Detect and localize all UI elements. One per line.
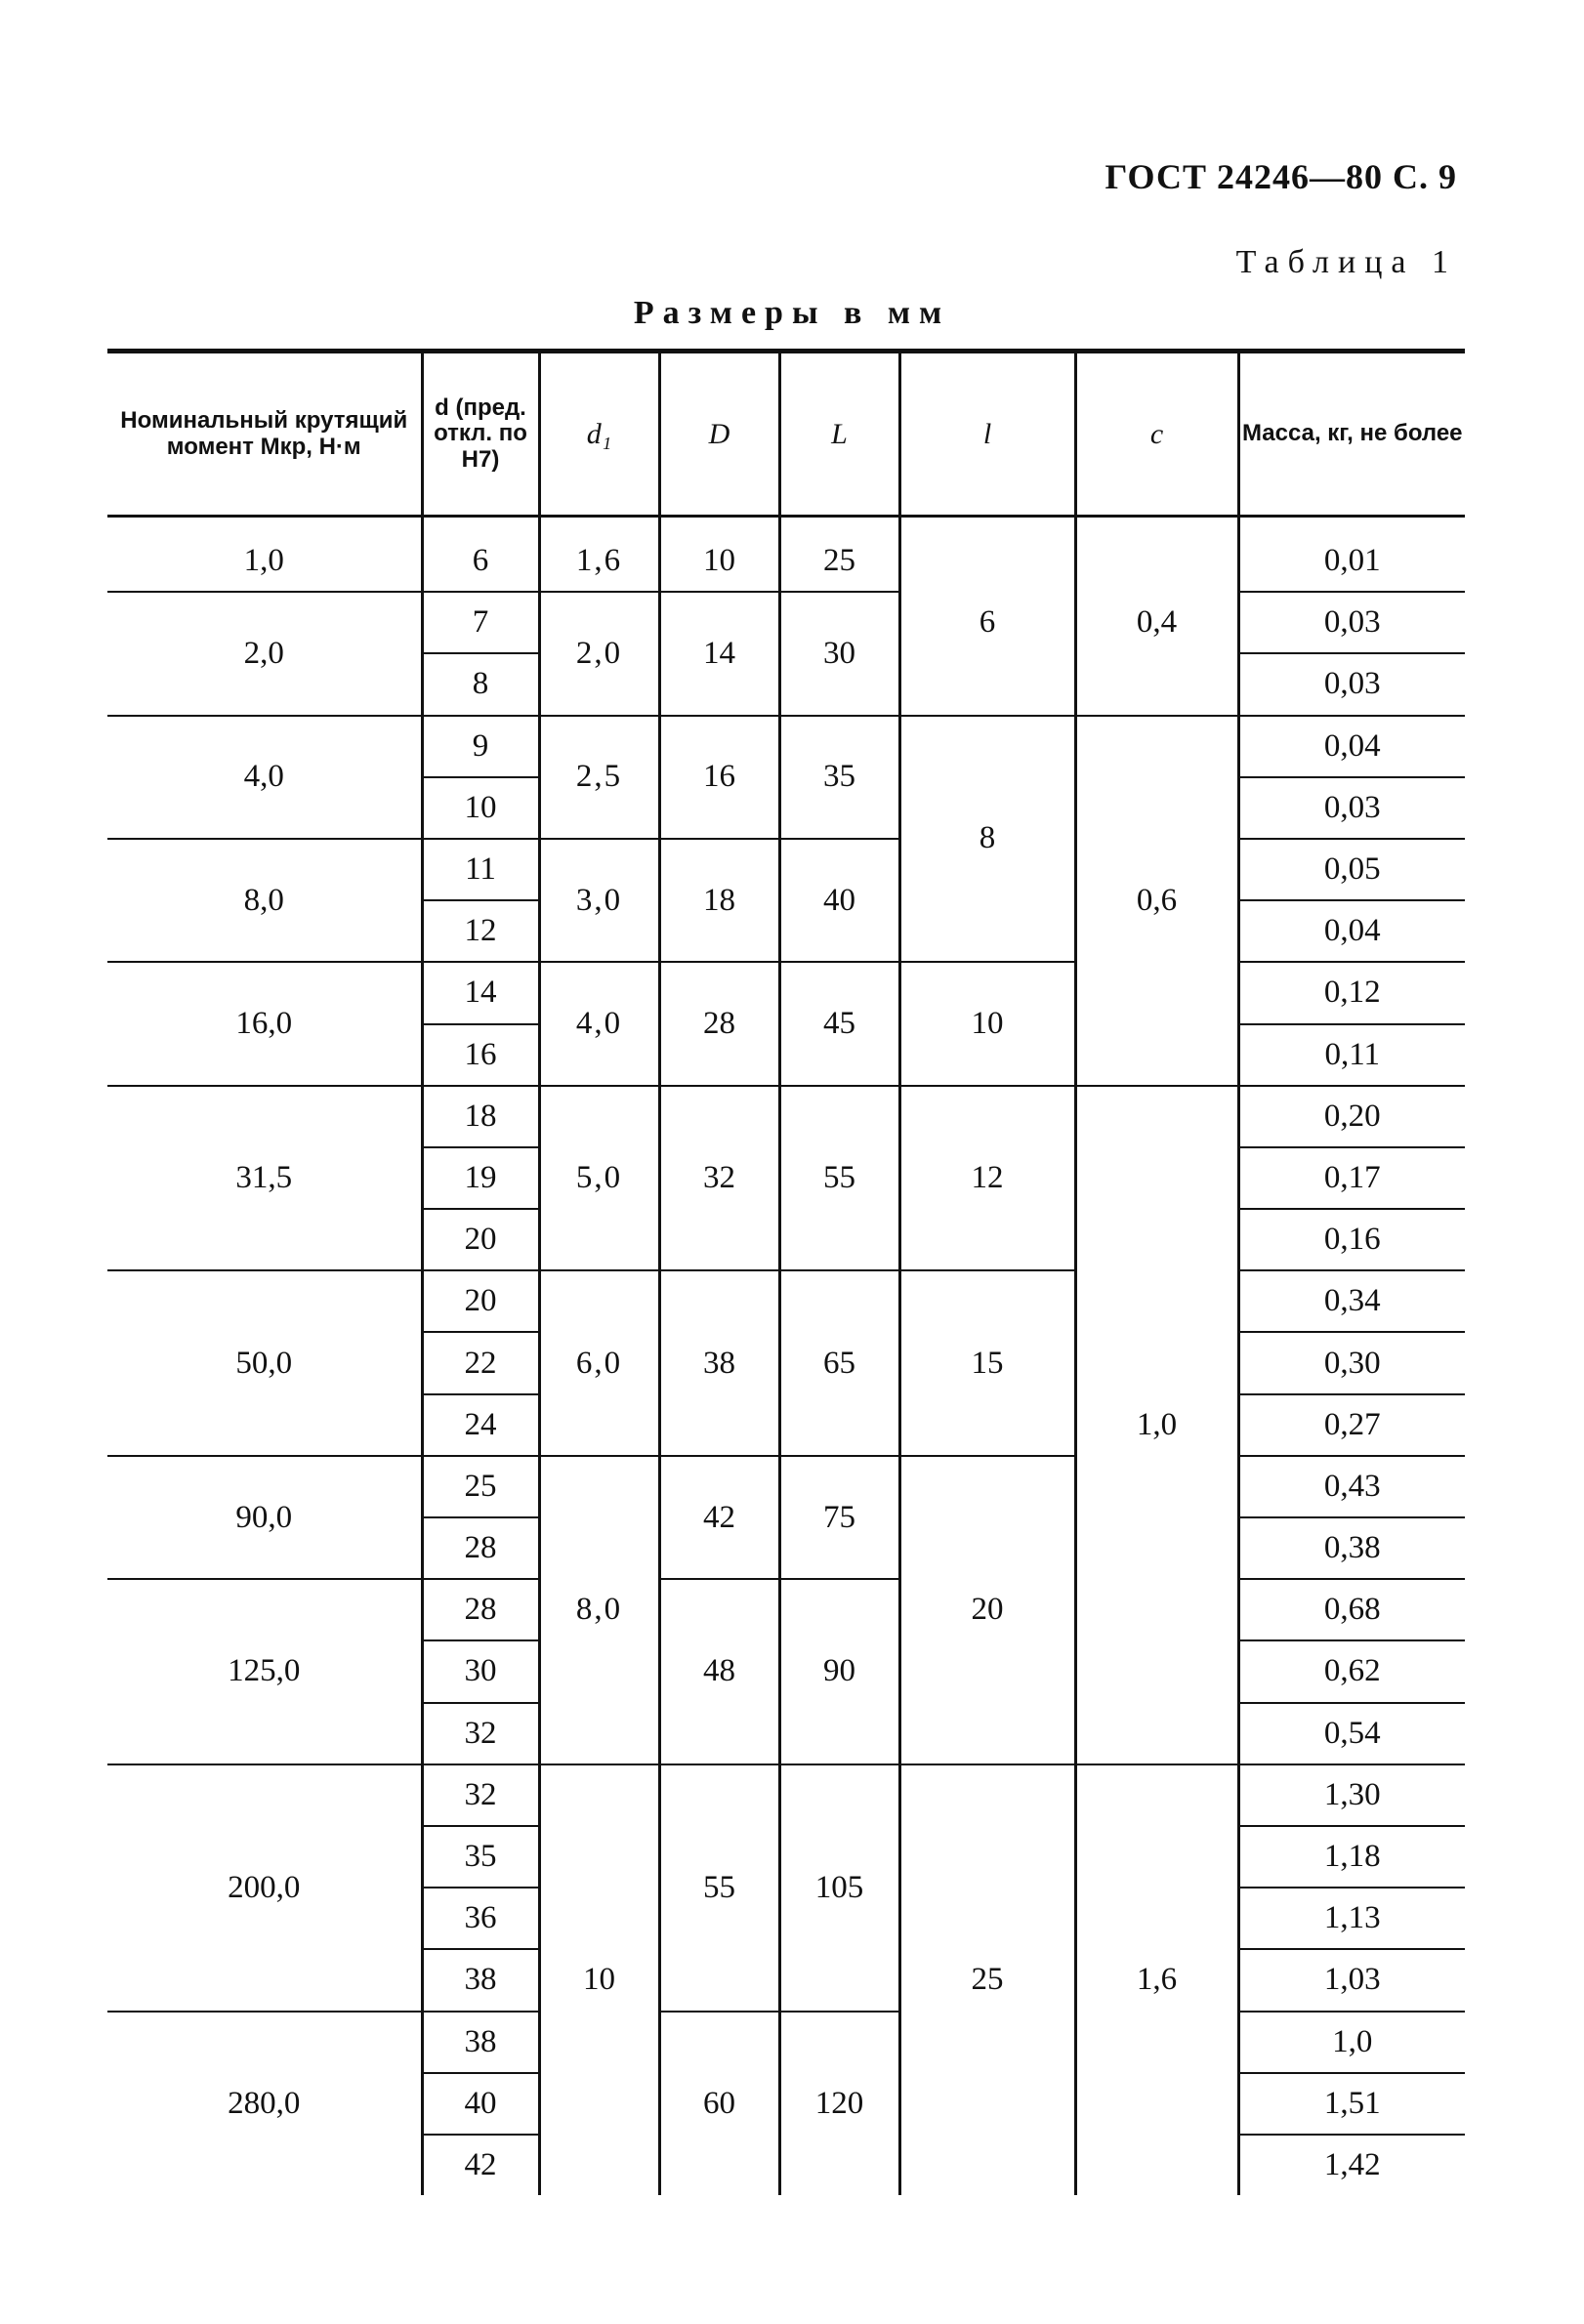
table-row [107, 1456, 1465, 1517]
c-cell: 1,0 [1075, 1086, 1238, 1764]
mass-cell: 0,27 [1238, 1394, 1465, 1456]
mass-cell: 0,43 [1238, 1456, 1465, 1517]
d-cell: 20 [422, 1209, 539, 1270]
D-cell: 60 [659, 2012, 779, 2196]
d1-cell: 8,0 [539, 1456, 659, 1764]
torque-cell: 1,0 [107, 531, 422, 592]
torque-cell: 280,0 [107, 2012, 422, 2196]
table-row [107, 1270, 1465, 1332]
mass-cell: 0,68 [1238, 1579, 1465, 1640]
D-cell: 38 [659, 1270, 779, 1456]
mass-cell: 0,04 [1238, 900, 1465, 962]
torque-cell: 90,0 [107, 1456, 422, 1579]
d-cell: 38 [422, 1949, 539, 2011]
d-cell: 16 [422, 1024, 539, 1086]
table-row [107, 1764, 1465, 1826]
d-cell: 8 [422, 653, 539, 715]
col-header-mass: Масса, кг, не более [1238, 352, 1465, 517]
d1-cell: 3,0 [539, 839, 659, 962]
c-cell: 1,6 [1075, 1764, 1238, 2195]
d-cell: 9 [422, 716, 539, 777]
table-gap-row [107, 517, 1465, 532]
d1-cell: 2,5 [539, 716, 659, 839]
d1-cell: 10 [539, 1764, 659, 2195]
L-cell: 45 [779, 962, 899, 1085]
torque-cell: 2,0 [107, 592, 422, 715]
mass-cell: 1,13 [1238, 1888, 1465, 1949]
table-row [107, 1086, 1465, 1147]
mass-cell: 0,12 [1238, 962, 1465, 1023]
col-header-d: d (пред. откл. по Н7) [422, 352, 539, 517]
l-cell: 15 [899, 1270, 1075, 1456]
D-cell: 32 [659, 1086, 779, 1271]
d-cell: 7 [422, 592, 539, 653]
torque-cell: 31,5 [107, 1086, 422, 1271]
mass-cell: 0,05 [1238, 839, 1465, 900]
D-cell: 55 [659, 1764, 779, 2012]
mass-cell: 0,62 [1238, 1640, 1465, 1702]
mass-cell: 1,42 [1238, 2135, 1465, 2195]
table-row [107, 1579, 1465, 1640]
table-row [107, 716, 1465, 777]
d-cell: 36 [422, 1888, 539, 1949]
mass-cell: 1,03 [1238, 1949, 1465, 2011]
d-cell: 24 [422, 1394, 539, 1456]
d-cell: 6 [422, 531, 539, 592]
D-cell: 48 [659, 1579, 779, 1764]
d1-cell: 4,0 [539, 962, 659, 1085]
col-header-torque: Номинальный крутящий момент Mкр, Н·м [107, 352, 422, 517]
d1-cell: 6,0 [539, 1270, 659, 1456]
table-row [107, 2012, 1465, 2073]
L-cell: 30 [779, 592, 899, 715]
d-cell: 25 [422, 1456, 539, 1517]
d-cell: 38 [422, 2012, 539, 2073]
L-cell: 120 [779, 2012, 899, 2196]
d-cell: 40 [422, 2073, 539, 2135]
d-cell: 12 [422, 900, 539, 962]
d1-cell: 2,0 [539, 592, 659, 715]
c-cell: 0,6 [1075, 716, 1238, 1086]
col-header-l: l [899, 352, 1075, 517]
d-cell: 14 [422, 962, 539, 1023]
L-cell: 55 [779, 1086, 899, 1271]
mass-cell: 0,03 [1238, 592, 1465, 653]
D-cell: 14 [659, 592, 779, 715]
L-cell: 25 [779, 531, 899, 592]
d-cell: 18 [422, 1086, 539, 1147]
mass-cell: 0,03 [1238, 777, 1465, 839]
table-row [107, 592, 1465, 653]
D-cell: 16 [659, 716, 779, 839]
d1-cell: 5,0 [539, 1086, 659, 1271]
mass-cell: 0,03 [1238, 653, 1465, 715]
dimensions-table-wrap [107, 349, 1465, 2195]
l-cell: 10 [899, 962, 1075, 1085]
d-cell: 11 [422, 839, 539, 900]
l-cell: 25 [899, 1764, 1075, 2195]
mass-cell: 0,01 [1238, 531, 1465, 592]
d-cell: 20 [422, 1270, 539, 1332]
l-cell: 8 [899, 716, 1075, 963]
col-header-L: L [779, 352, 899, 517]
table-row [107, 839, 1465, 900]
L-cell: 35 [779, 716, 899, 839]
mass-cell: 0,16 [1238, 1209, 1465, 1270]
d-cell: 32 [422, 1703, 539, 1764]
mass-cell: 0,17 [1238, 1147, 1465, 1209]
L-cell: 75 [779, 1456, 899, 1579]
d-cell: 42 [422, 2135, 539, 2195]
mass-cell: 1,0 [1238, 2012, 1465, 2073]
d-cell: 30 [422, 1640, 539, 1702]
mass-cell: 0,30 [1238, 1332, 1465, 1393]
mass-cell: 0,38 [1238, 1517, 1465, 1579]
d-cell: 32 [422, 1764, 539, 1826]
L-cell: 90 [779, 1579, 899, 1764]
d-cell: 22 [422, 1332, 539, 1393]
d1-cell: 1,6 [539, 531, 659, 592]
L-cell: 105 [779, 1764, 899, 2012]
torque-cell: 125,0 [107, 1579, 422, 1764]
torque-cell: 50,0 [107, 1270, 422, 1456]
d-cell: 28 [422, 1517, 539, 1579]
mass-cell: 0,04 [1238, 716, 1465, 777]
mass-cell: 0,54 [1238, 1703, 1465, 1764]
mass-cell: 1,30 [1238, 1764, 1465, 1826]
mass-cell: 1,51 [1238, 2073, 1465, 2135]
table-row [107, 531, 1465, 592]
D-cell: 18 [659, 839, 779, 962]
col-header-d1: d₁ [539, 352, 659, 517]
L-cell: 40 [779, 839, 899, 962]
d-cell: 35 [422, 1826, 539, 1888]
table-label: Таблица 1 [1235, 244, 1457, 280]
col-header-c: c [1075, 352, 1238, 517]
d-cell: 28 [422, 1579, 539, 1640]
D-cell: 42 [659, 1456, 779, 1579]
table-row [107, 962, 1465, 1023]
L-cell: 65 [779, 1270, 899, 1456]
d-cell: 19 [422, 1147, 539, 1209]
header-row [107, 352, 1465, 517]
mass-cell: 1,18 [1238, 1826, 1465, 1888]
mass-cell: 0,34 [1238, 1270, 1465, 1332]
l-cell: 12 [899, 1086, 1075, 1271]
torque-cell: 8,0 [107, 839, 422, 962]
c-cell: 0,4 [1075, 531, 1238, 716]
torque-cell: 4,0 [107, 716, 422, 839]
col-header-D: D [659, 352, 779, 517]
torque-cell: 16,0 [107, 962, 422, 1085]
page-header: ГОСТ 24246—80 С. 9 [1105, 157, 1457, 196]
d-cell: 10 [422, 777, 539, 839]
mass-cell: 0,11 [1238, 1024, 1465, 1086]
torque-cell: 200,0 [107, 1764, 422, 2012]
table-caption: Размеры в мм [633, 295, 951, 331]
l-cell: 6 [899, 531, 1075, 716]
D-cell: 10 [659, 531, 779, 592]
mass-cell: 0,20 [1238, 1086, 1465, 1147]
dimensions-table [107, 349, 1465, 2195]
D-cell: 28 [659, 962, 779, 1085]
l-cell: 20 [899, 1456, 1075, 1764]
